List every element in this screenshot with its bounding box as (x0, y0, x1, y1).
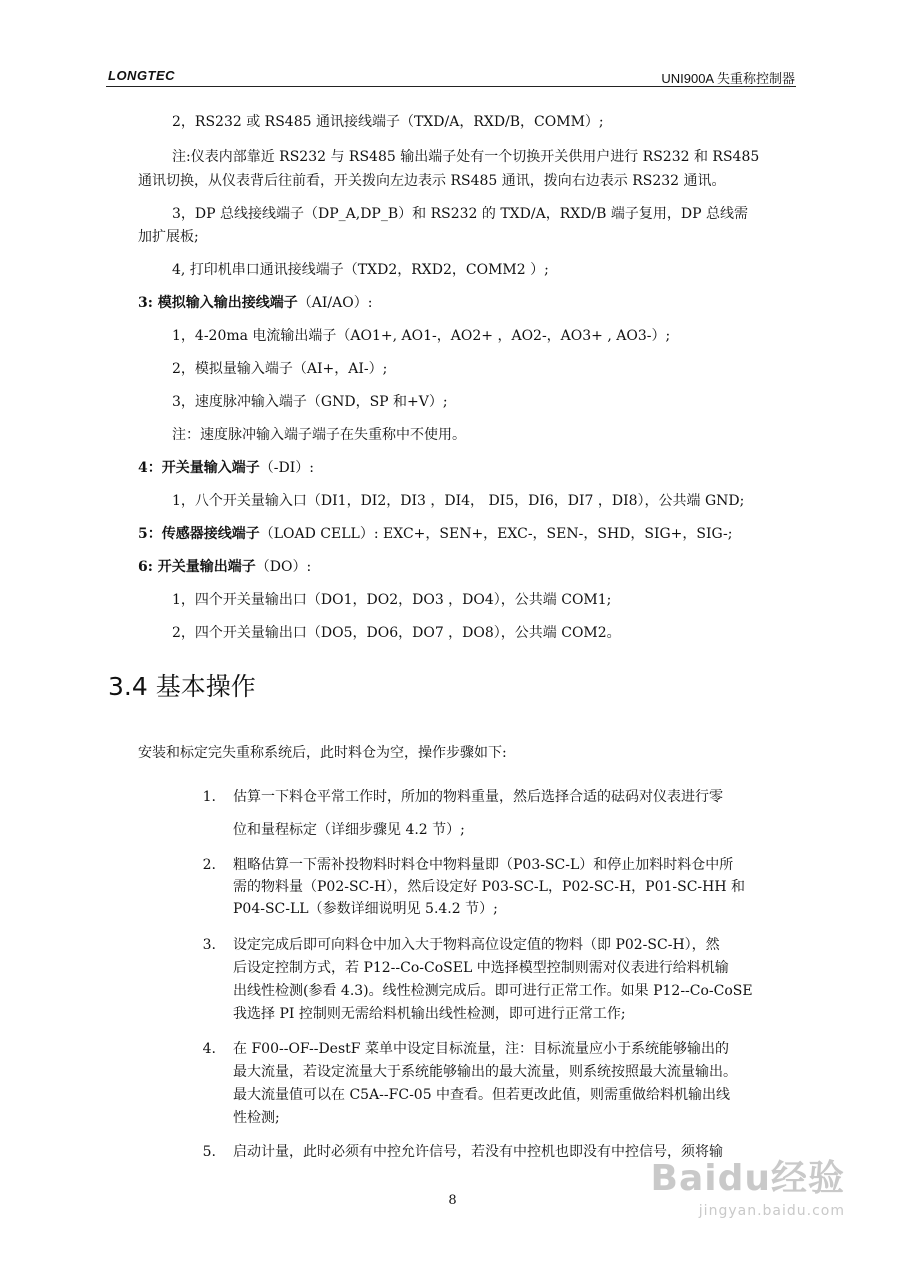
step-number: 4. (202, 1041, 216, 1057)
section-heading-suffix: （-DI）: (259, 460, 314, 476)
text-line: 1，4-20ma 电流输出端子（AO1+, AO1-，AO2+ ，AO2-，AO3+ , AO3-）; (172, 328, 671, 344)
section-heading-label: 3: 模拟输入输出接线端子 (138, 295, 298, 311)
step-line: 最大流量值可以在 C5A--FC-05 中查看。但若更改此值，则需重做给料机输出线 (233, 1087, 731, 1103)
section-heading-suffix: （LOAD CELL）: EXC+，SEN+，EXC-，SEN-，SHD，SIG+，SIG-; (259, 526, 733, 542)
text-line: 通讯切换，从仪表背后往前看，开关拨向左边表示 RS485 通讯，拨向右边表示 RS232 通讯。 (138, 173, 726, 189)
step-line: 我选择 PI 控制则无需给料机输出线性检测，即可进行正常工作; (233, 1006, 626, 1022)
step-line: 粗略估算一下需补投物料时料仓中物料量即（P03-SC-L）和停止加料时料仓中所 (233, 857, 734, 873)
text-line: 1，八个开关量输入口（DI1，DI2，DI3 ，DI4， DI5，DI6，DI7 ，DI8），公共端 GND; (172, 493, 745, 509)
text-line: 2，模拟量输入端子（AI+，AI-）; (172, 361, 388, 377)
step-line: 位和量程标定（详细步骤见 4.2 节）; (233, 822, 465, 838)
step-number: 3. (202, 937, 216, 953)
note-line: 注：速度脉冲输入端子端子在失重称中不使用。 (172, 427, 466, 443)
step-number: 2. (202, 857, 216, 873)
step-number: 5. (202, 1144, 216, 1160)
section-title: 3.4 基本操作 (108, 672, 256, 701)
text-line: 加扩展板; (138, 229, 199, 245)
text-line: 3，速度脉冲输入端子（GND，SP 和+V）; (172, 394, 448, 410)
step-line: P04-SC-LL（参数详细说明见 5.4.2 节）; (233, 901, 498, 917)
page-number: 8 (448, 1193, 457, 1208)
section-heading-label: 5：传感器接线端子 (138, 526, 260, 542)
watermark-url: jingyan.baidu.com (698, 1203, 845, 1219)
watermark-logo: Baidu经验 (650, 1158, 845, 1199)
step-line: 启动计量，此时必须有中控允许信号，若没有中控机也即没有中控信号，须将输 (233, 1144, 723, 1160)
step-line: 后设定控制方式，若 P12--Co-CoSEL 中选择模型控制则需对仪表进行给料机输 (233, 960, 729, 976)
step-line: 在 F00--OF--DestF 菜单中设定目标流量，注：目标流量应小于系统能够输出的 (233, 1041, 729, 1057)
section-intro: 安装和标定完失重称系统后，此时料仓为空，操作步骤如下: (138, 745, 507, 761)
step-line: 最大流量，若设定流量大于系统能够输出的最大流量，则系统按照最大流量输出。 (233, 1064, 737, 1080)
section-heading (138, 558, 311, 576)
section-heading-label: 6: 开关量输出端子 (138, 559, 256, 575)
text-line: 1，四个开关量输出口（DO1，DO2，DO3 ，DO4），公共端 COM1; (172, 592, 612, 608)
header-brand: LONGTEC (108, 68, 176, 83)
section-heading (138, 294, 372, 312)
step-line: 性检测; (233, 1110, 280, 1126)
watermark (651, 1150, 845, 1219)
section-heading (138, 459, 314, 477)
text-line: 注:仪表内部靠近 RS232 与 RS485 输出端子处有一个切换开关供用户进行 RS232 和 RS485 (172, 149, 760, 165)
step-line: 需的物料量（P02-SC-H），然后设定好 P03-SC-L，P02-SC-H，P01-SC-HH 和 (233, 879, 746, 895)
step-line: 估算一下料仓平常工作时，所加的物料重量，然后选择合适的砝码对仪表进行零 (233, 789, 723, 805)
step-number: 1. (202, 789, 216, 805)
section-heading-suffix: （AI/AO）: (297, 295, 373, 311)
step-line: 出线性检测(参看 4.3)。线性检测完成后。即可进行正常工作。如果 P12--Co-CoSE (233, 983, 753, 999)
section-heading (138, 525, 732, 543)
step-line: 设定完成后即可向料仓中加入大于物料高位设定值的物料（即 P02-SC-H），然 (233, 937, 720, 953)
section-heading-suffix: （DO）: (255, 559, 312, 575)
header-title: UNI900A 失重称控制器 (661, 71, 795, 86)
text-line: 2，RS232 或 RS485 通讯接线端子（TXD/A，RXD/B，COMM）; (172, 114, 604, 130)
text-line: 3，DP 总线接线端子（DP_A,DP_B）和 RS232 的 TXD/A，RXD/B 端子复用，DP 总线需 (172, 206, 748, 222)
text-line: 4, 打印机串口通讯接线端子（TXD2，RXD2，COMM2 ）; (172, 262, 549, 278)
section-heading-label: 4：开关量输入端子 (138, 460, 260, 476)
header-divider (106, 86, 796, 87)
text-line: 2，四个开关量输出口（DO5，DO6，DO7 ，DO8），公共端 COM2。 (172, 625, 621, 641)
